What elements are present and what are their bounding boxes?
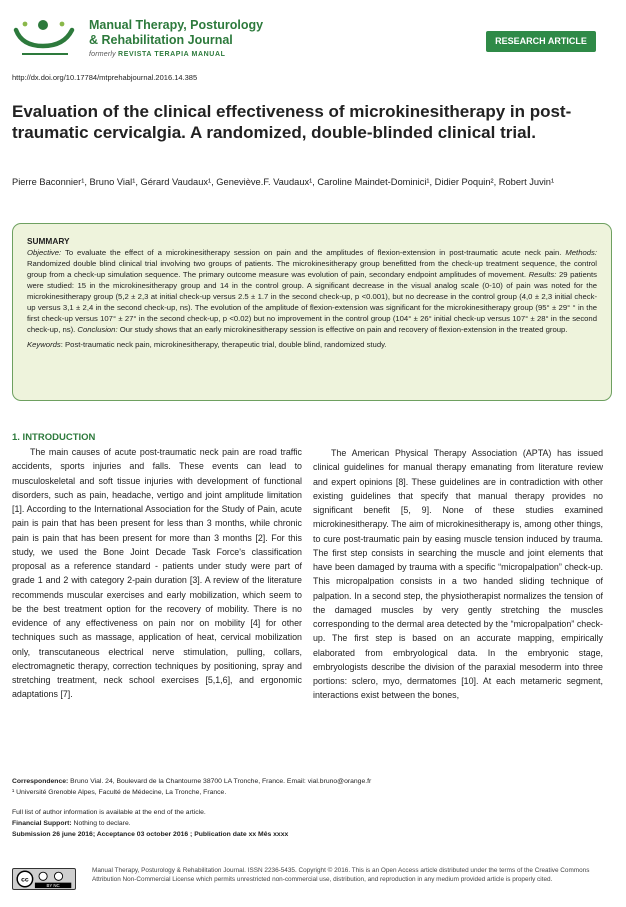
journal-name-line1: Manual Therapy, Posturology [89,18,264,32]
paragraph: The American Physical Therapy Association (APTA) has issued clinical guidelines for manual therapy emanating from literature review and expert opinions [8]. These guidelines are in contradiction with other existing guidelines that specify that manual therapy provides no significant benefit [5, 9]. None of these studies examined microkinesitherapy. The aim of microkinesitherapy is, among other things, to cure post-traumatic pain by easing muscle tension induced by trauma. The first step consists in searching the muscle and joint elements that have been damaged by trauma with a specific “micropalpation” check-up. This micropalpation consists in a two handed sliding technique of palpation. In a second step, the physiotherapist normalizes the tension of the damaged muscles by very gently stretching the muscles corresponding to the dermal area detected by the “micropalpation” check-up. The first step is based on an accurate mapping, empirically elaborated from embryological data. In the embryonic stage, embryologists describe the division of the paraxial mesoderm into three portions: sclero, myo, dermatomes [10]. At each metameric segment, interactions exist between the bones, [313,448,603,701]
journal-name [89,18,263,58]
license-block [12,866,612,896]
conclusion-text: Our study shows that an early microkinesitherapy session is effective on pain and recovery of flexion-extension in the treated group. [117,325,568,334]
author-info-note: Full list of author information is available at the end of the article. [12,809,206,816]
paragraph: The main causes of acute post-traumatic neck pain are road traffic accidents, sports injuries and falls. These events can lead to musculoskeletal and soft tissue injuries with development of functional disorders, such as pain, headache, vertigo and joint amplitude limitation [1]. According to the International Association for the Study of Pain, acute pain is pain that has been present for less than 3 months, while chronic pain is pain that has been present for more than 3 months [2]. For this study, we used the Bone Joint Decade Task Force's classification proposal as a reference standard - patients under study were part of grade 1 and 2 with category 2-pain duration [3]. A review of the literature recommends muscular exercises and early mobilization, which seem to be the best treatment option for the recovery of mobility. There is no evidence of any effectiveness on pain nor on mobility [4] for other techniques such as massage, application of heat, cervical mobilization only, transcutaneous electrical nerve stimulation, pulling, collars, electromagnetic therapy, correction techniques by positioning, spray and stretching treatment, neck school exercises [5,1,6], and ergonomic adaptations [7]. [12,447,302,700]
journal-name-line2: & Rehabilitation Journal [89,33,233,47]
article-type-badge: RESEARCH ARTICLE [486,31,596,52]
creative-commons-icon [12,868,76,890]
correspondence: Correspondence: Bruno Vial. 24, Boulevard de la Chantourne 38700 LA Tronche, France. Email: vial.bruno@orange.fr [12,778,372,785]
results-text: 29 patients were studied: 15 in the microkinesitherapy group and 14 in the control group. A significant decrease in the visual analog scale (0-10) of pain was noted for the microkinesitherapy group (5,2 ± 2,3 at initial check-up versus 2.5 ± 1.7 in the second check-up, p <0.001), but no decrease in the control group (4,0 ± 2,3 initial check-up versus 3,1 ± 2,4 in the second check-up, ns). The evolution of the amplitude of flexion-extension was significant for the microkinesitherapy group (95° ± 29° ° in the first check-up versus 107° ± 27° in the second check-up, p <0.02) but no improvement in the control group (104° ± 26° initial check-up versus 107° ± 28° in the second check-up, ns). [27,270,598,334]
author-list: Pierre Baconnier¹, Bruno Vial¹, Gérard Vaudaux¹, Geneviève.F. Vaudaux¹, Caroline Maindet-Dominici¹, Didier Poquin², Robert Juvin¹ [12,177,555,187]
left-column [12,431,302,702]
license-text: Manual Therapy, Posturology & Rehabilitation Journal. ISSN 2236-5435. Copyright © 2016. This is an Open Access article distributed under the terms of the Creative Commons Attribution Non-Commercial License which permits unrestricted non-commercial use, distribution, and reproduction in any medium provided article is properly cited. [92,867,590,883]
summary-text [27,247,597,335]
footnotes [12,776,612,840]
results-label: Results: [528,270,557,279]
keywords-text: : Post-traumatic neck pain, microkinesitherapy, therapeutic trial, double blind, randomized study. [60,340,387,349]
svg-text:cc: cc [21,876,29,884]
objective-text: To evaluate the effect of a microkinesitherapy session on pain and the amplitudes of flexion-extension in post-traumatic acute neck pain. [61,248,566,257]
submission-dates: Submission 26 june 2016; Acceptance 03 october 2016 ; Publication date xx Mês xxxx [12,831,289,838]
keywords [27,339,597,350]
financial-support: Financial Support: Nothing to declare. [12,820,131,827]
doi-link[interactable]: http://dx.doi.org/10.17784/mtprehabjournal.2016.14.385 [12,73,198,82]
affiliation: ¹ Université Grenoble Alpes, Faculté de Médecine, La Tronche, France. [12,789,227,796]
section-heading-introduction: 1. INTRODUCTION [12,432,96,443]
cc-badge-text: BY NC [46,883,60,889]
formerly-name: formerly REVISTA TERAPIA MANUAL [89,51,226,58]
right-column [313,446,603,703]
methods-text: Randomized double blind clinical trial involving two groups of patients. The microkinesitherapy group benefitted from the check-up treatment sequence, the control group from a check-up simulation sequence. The primary outcome measure was evolution of pain, secondary endpoint amplitudes of movement. [27,259,597,279]
objective-label: Objective: [27,248,62,257]
summary-heading: SUMMARY [27,236,70,246]
conclusion-label: Conclusion: [77,325,118,334]
methods-label: Methods: [565,248,597,257]
summary-box [12,223,612,401]
keywords-label: Keywords [27,340,61,349]
article-title: Evaluation of the clinical effectiveness of microkinesitherapy in post-traumatic cervicalgia. A randomized, double-blinded clinical trial. [12,102,572,142]
journal-logo-icon [12,16,78,58]
